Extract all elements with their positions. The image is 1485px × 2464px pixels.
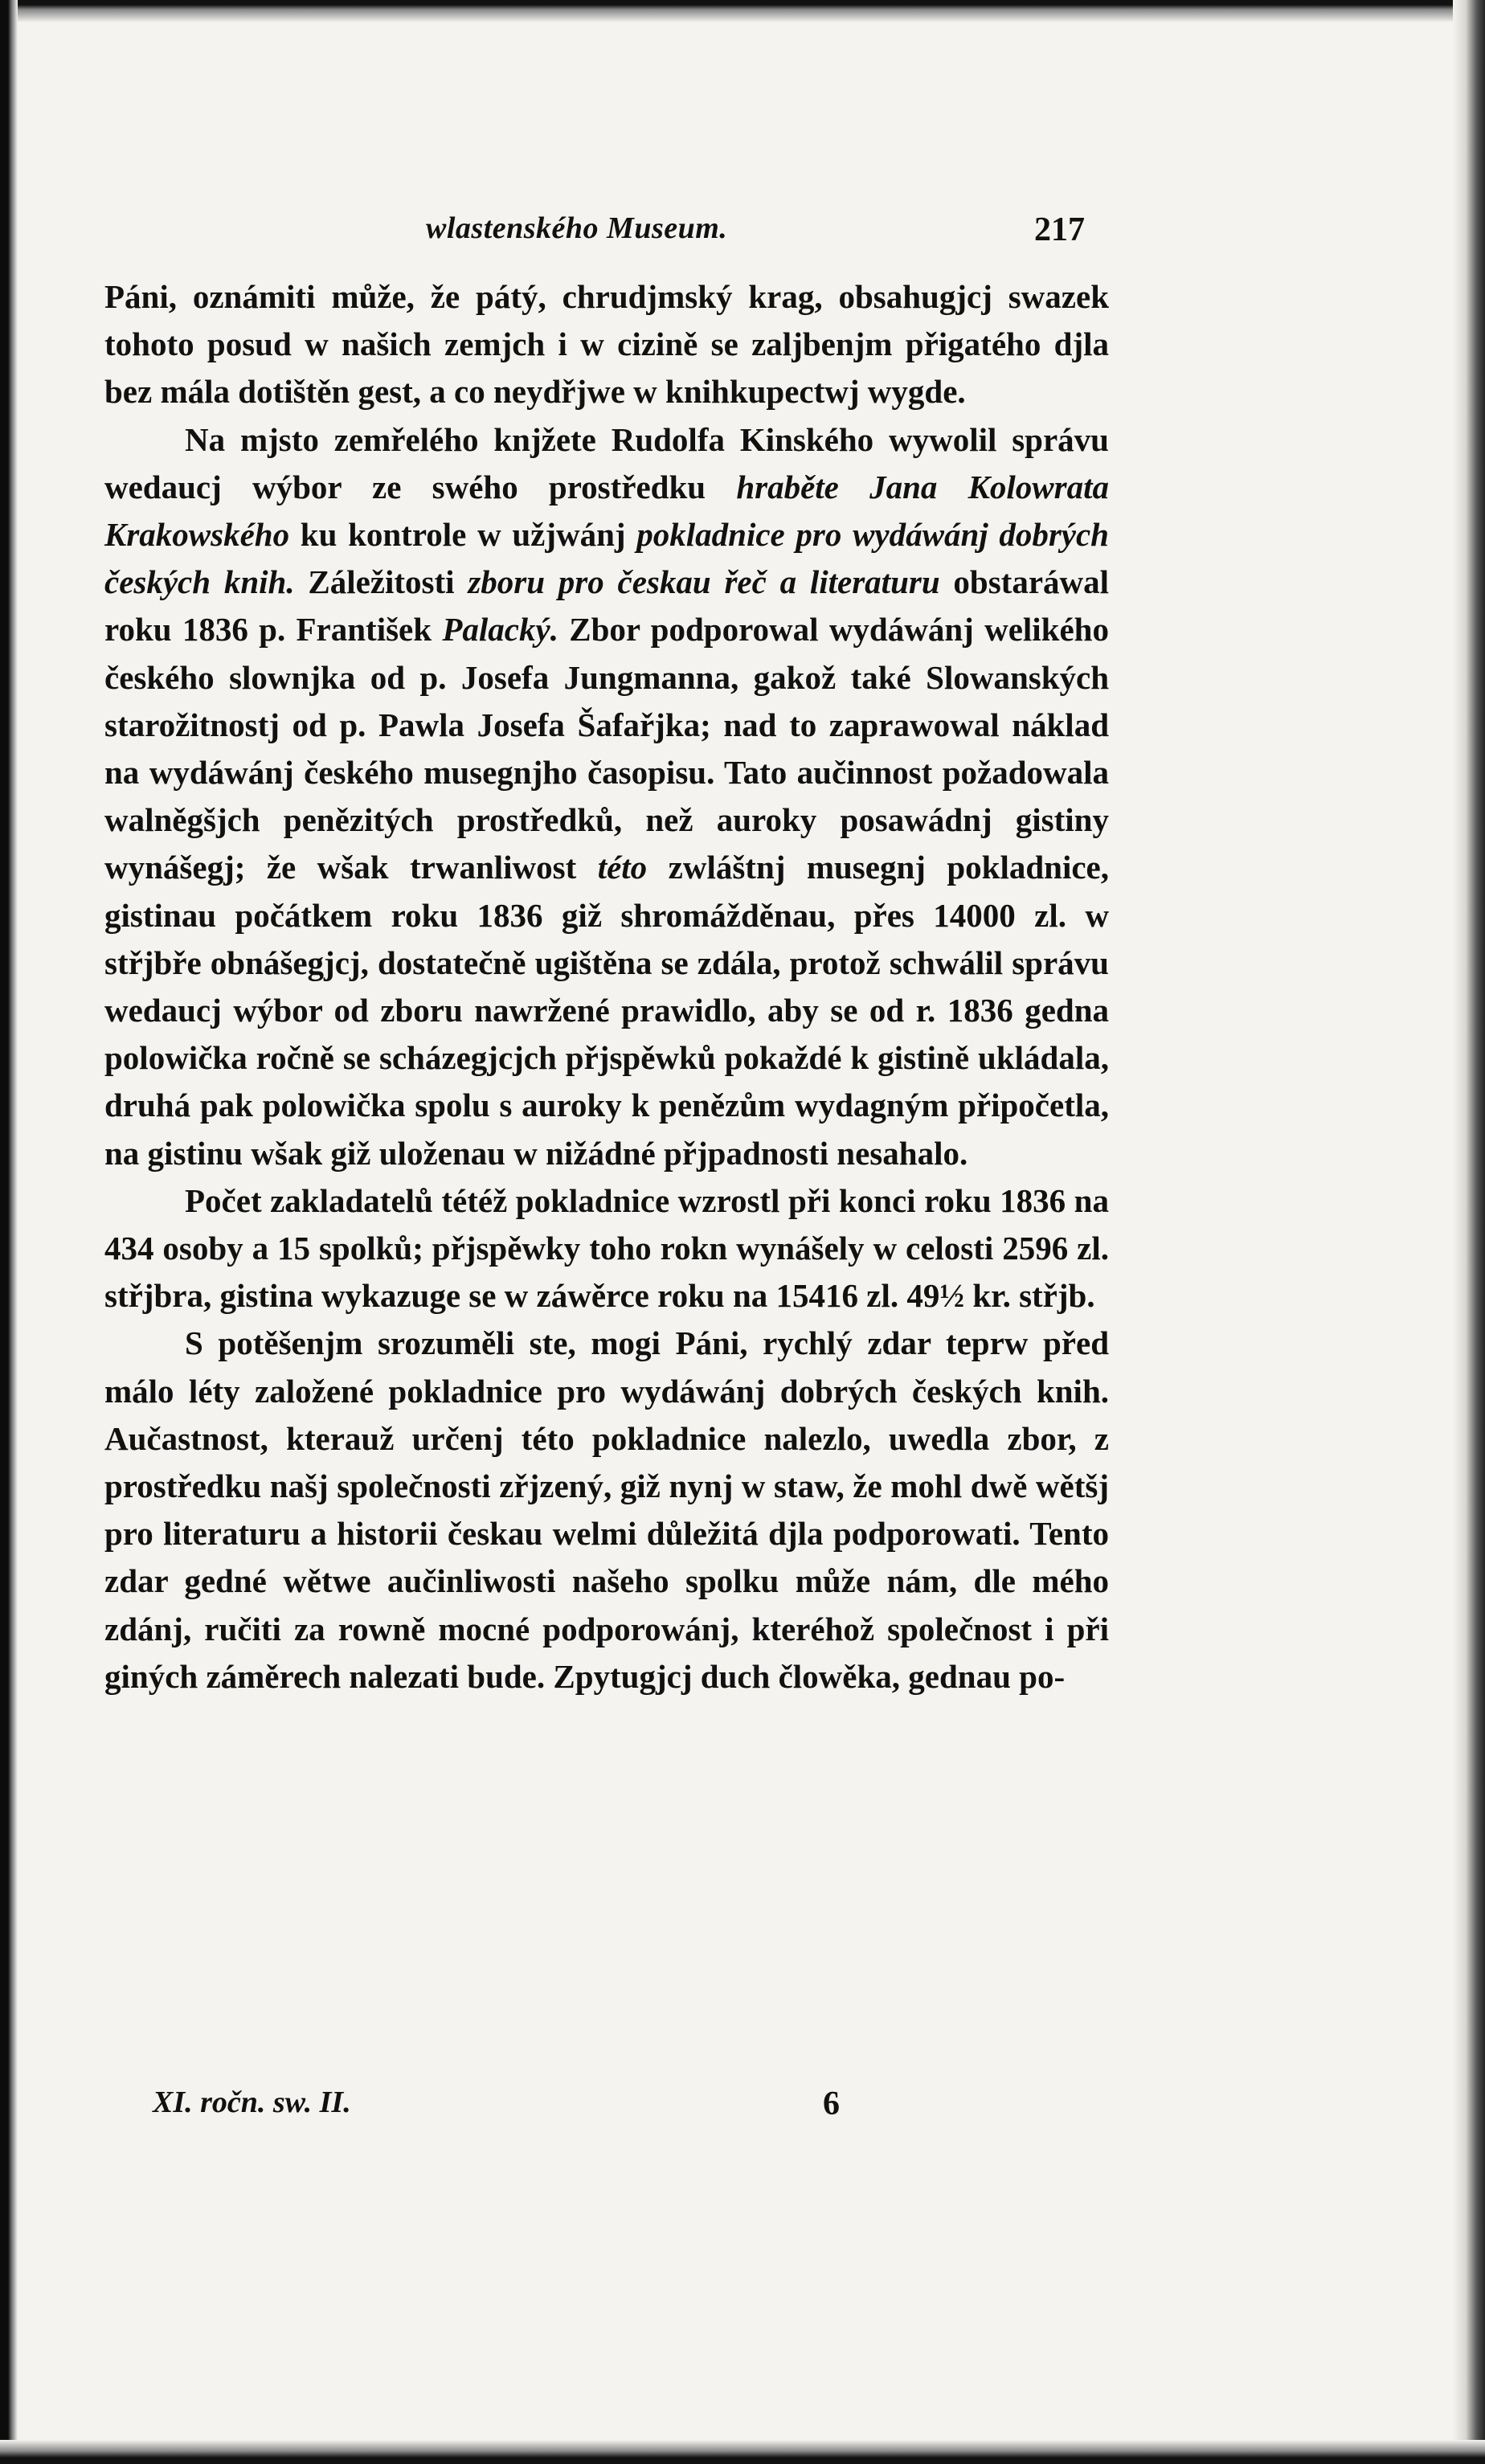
- scan-top-edge: [0, 0, 1485, 23]
- paragraph-1: Páni, oznámiti může, že pátý, chrudjmský krag, obsahugjcj swazek tohoto posud w našich zemjch i w cizině se zaljbenjm přigatého djla bez mála dotištěn gest, a co neydřjwe w knihkupectwj wygde.: [104, 278, 1109, 411]
- scan-right-edge: [1453, 0, 1485, 2464]
- name-palacky: Palacký.: [442, 611, 558, 649]
- running-title: wlastenského Museum.: [426, 211, 728, 245]
- paragraph-2-text-i: Zbor podporowal wydáwánj welikého českého slownjka od p. Josefa Jungmanna, gakož také Slowanských starožitnostj od p. Pawla Josefa Šafařjka; nad to zaprawowal náklad na wydáwánj českého musegnjho časopisu. Tato aučinnost požadowala walněgšjch penězitých prostředků, než auroky posawádnj gistiny wynášegj; že wšak trwanliwost: [104, 611, 1109, 886]
- name-count-kolowrat: hraběte Jana Kolowrata Krakowského: [104, 468, 1110, 554]
- paragraph-2-text-c: ku kontrole w užjwánj: [289, 516, 637, 554]
- paragraph-2-text-g: obstaráwal roku 1836 p. František: [104, 563, 1110, 649]
- emphasis-teto: této: [597, 849, 648, 886]
- paragraph-2: [104, 416, 1109, 1177]
- paragraph-4: S potěšenjm srozuměli ste, mogi Páni, rychlý zdar teprw před málo léty založené pokladnice pro wydáwánj dobrých českých knih. Aučastnost, kterauž určenj této pokladnice nalezlo, uwedla zbor, z prostředku našj společnosti zřjzený, giž nynj w staw, že mohl dwě wětšj pro literaturu a historii českau welmi důležitá djla podporowati. Tento zdar gedné wětwe aučinliwosti našeho spolku může nám, dle mého zdánj, ručiti za rowně mocné podporowánj, kteréhož společnost i při giných záměrech nalezati bude. Zpytugjcj duch člowěka, gednau po-: [104, 1324, 1109, 1695]
- paragraph-2-text-k: zwláštnj musegnj pokladnice, gistinau počátkem roku 1836 giž shromážděnau, přes 14000 zl. w střjbře obnášegjcj, dostatečně ugištěna se zdála, protož schwálil správu wedaucj wýbor od zboru nawržené prawidlo, aby se od r. 1836 gedna polowička ročně se scházegjcjch přjspěwků pokaždé k gistině ukládala, druhá pak polowička spolu s auroky k penězům wydagným připočetla, na gistinu wšak giž uloženau w nižádné přjpadnosti nesahalo.: [104, 849, 1109, 1172]
- body-text: [104, 273, 1109, 1701]
- page-header: [104, 211, 1085, 251]
- fund-name: pokladnice pro wydáwánj dobrých českých knih.: [104, 516, 1109, 601]
- paragraph-2-text-a: Na mjsto zemřelého knjžete Rudolfa Kinského wywolil správu wedaucj wýbor ze swého prostředku: [104, 420, 1109, 505]
- committee-name: zboru pro českau řeč a literaturu: [468, 563, 940, 601]
- page-footer: [153, 2085, 876, 2125]
- scan-left-edge: [0, 0, 18, 2464]
- sheet-number: 6: [823, 2085, 840, 2122]
- volume-signature: XI. ročn. sw. II.: [153, 2085, 351, 2119]
- scan-bottom-edge: [0, 2440, 1485, 2464]
- paragraph-2-text-e: Záležitosti: [294, 563, 468, 601]
- paragraph-3: Počet zakladatelů tétéž pokladnice wzrostl při konci roku 1836 na 434 osoby a 15 spolků; přjspěwky toho rokn wynášely w celosti 2596 zl. střjbra, gistina wykazuge se w záwěrce roku na 15416 zl. 49½ kr. střjb.: [104, 1181, 1109, 1315]
- page-number: 217: [1034, 211, 1085, 248]
